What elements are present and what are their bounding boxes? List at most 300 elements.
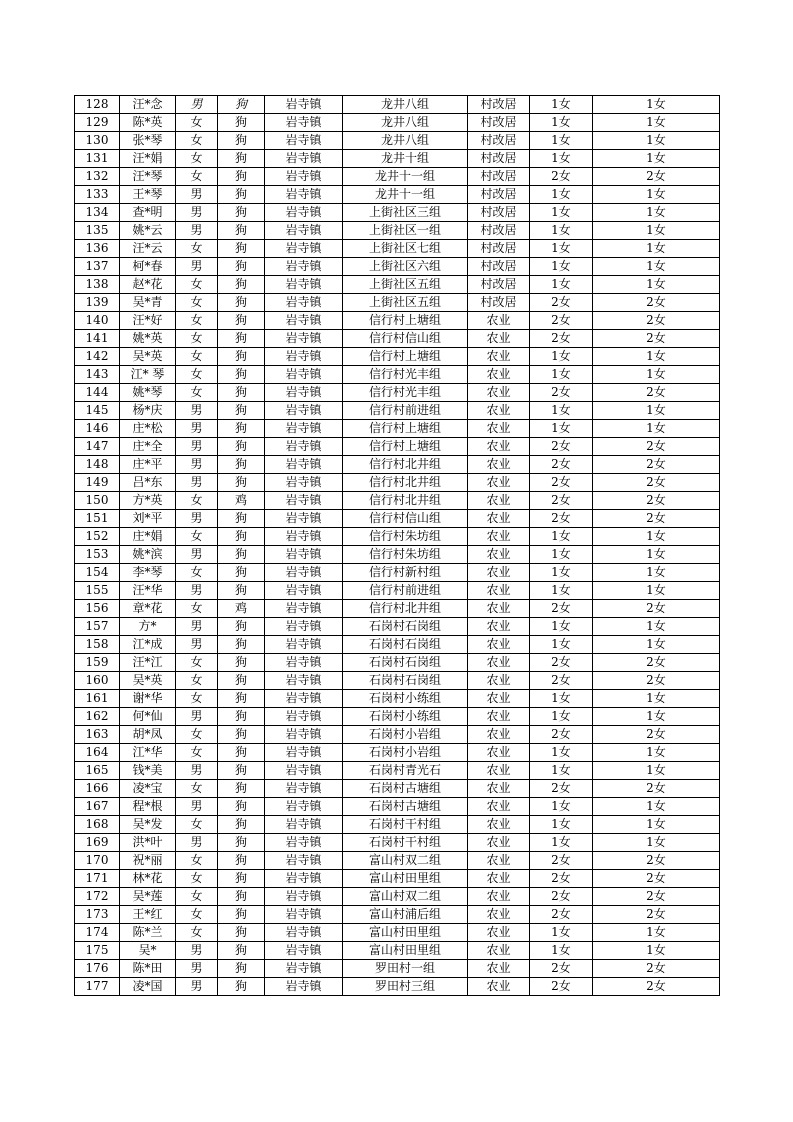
gender-cell: 女	[176, 852, 218, 870]
children-total-cell: 2女	[593, 906, 720, 924]
household-type-cell: 农业	[468, 852, 530, 870]
household-type-cell: 村改居	[468, 150, 530, 168]
table-row	[75, 150, 720, 168]
children-total-cell: 1女	[593, 222, 720, 240]
gender-cell: 女	[176, 780, 218, 798]
household-type-cell: 农业	[468, 348, 530, 366]
children-count-cell: 1女	[530, 636, 593, 654]
children-count-cell: 1女	[530, 222, 593, 240]
table-row	[75, 132, 720, 150]
zodiac-animal-cell: 狗	[218, 654, 265, 672]
zodiac-animal-cell: 狗	[218, 726, 265, 744]
children-total-cell: 1女	[593, 276, 720, 294]
gender-cell: 女	[176, 312, 218, 330]
children-count-cell: 2女	[530, 312, 593, 330]
row-number-cell: 145	[75, 402, 120, 420]
table-row	[75, 636, 720, 654]
table-row	[75, 348, 720, 366]
children-count-cell: 1女	[530, 762, 593, 780]
town-cell: 岩寺镇	[265, 456, 343, 474]
person-name-cell: 吴*英	[120, 672, 176, 690]
person-name-cell: 庄*娟	[120, 528, 176, 546]
village-group-cell: 信行村上塘组	[343, 438, 468, 456]
village-group-cell: 罗田村一组	[343, 960, 468, 978]
town-cell: 岩寺镇	[265, 942, 343, 960]
household-type-cell: 村改居	[468, 186, 530, 204]
household-type-cell: 村改居	[468, 132, 530, 150]
children-total-cell: 2女	[593, 870, 720, 888]
person-name-cell: 陈*兰	[120, 924, 176, 942]
gender-cell: 男	[176, 618, 218, 636]
household-type-cell: 农业	[468, 690, 530, 708]
zodiac-animal-cell: 狗	[218, 150, 265, 168]
row-number-cell: 152	[75, 528, 120, 546]
children-total-cell: 2女	[593, 384, 720, 402]
zodiac-animal-cell: 狗	[218, 762, 265, 780]
row-number-cell: 147	[75, 438, 120, 456]
zodiac-animal-cell: 狗	[218, 906, 265, 924]
children-count-cell: 2女	[530, 654, 593, 672]
table-row	[75, 978, 720, 996]
village-group-cell: 石岗村石岗组	[343, 636, 468, 654]
village-group-cell: 信行村信山组	[343, 510, 468, 528]
children-total-cell: 2女	[593, 510, 720, 528]
gender-cell: 女	[176, 384, 218, 402]
town-cell: 岩寺镇	[265, 438, 343, 456]
table-row	[75, 924, 720, 942]
children-total-cell: 2女	[593, 852, 720, 870]
town-cell: 岩寺镇	[265, 204, 343, 222]
household-type-cell: 农业	[468, 600, 530, 618]
table-row	[75, 744, 720, 762]
household-type-cell: 农业	[468, 474, 530, 492]
household-type-cell: 农业	[468, 834, 530, 852]
table-row	[75, 762, 720, 780]
town-cell: 岩寺镇	[265, 366, 343, 384]
zodiac-animal-cell: 狗	[218, 420, 265, 438]
row-number-cell: 138	[75, 276, 120, 294]
person-name-cell: 吴*青	[120, 294, 176, 312]
children-count-cell: 1女	[530, 402, 593, 420]
person-name-cell: 庄*松	[120, 420, 176, 438]
gender-cell: 女	[176, 150, 218, 168]
household-type-cell: 农业	[468, 312, 530, 330]
zodiac-animal-cell: 狗	[218, 402, 265, 420]
village-group-cell: 信行村北井组	[343, 474, 468, 492]
children-total-cell: 1女	[593, 348, 720, 366]
children-count-cell: 2女	[530, 294, 593, 312]
gender-cell: 男	[176, 258, 218, 276]
row-number-cell: 130	[75, 132, 120, 150]
town-cell: 岩寺镇	[265, 600, 343, 618]
town-cell: 岩寺镇	[265, 240, 343, 258]
village-group-cell: 石岗村石岗组	[343, 672, 468, 690]
village-group-cell: 石岗村古塘组	[343, 798, 468, 816]
row-number-cell: 148	[75, 456, 120, 474]
table-row	[75, 618, 720, 636]
children-total-cell: 1女	[593, 204, 720, 222]
village-group-cell: 信行村信山组	[343, 330, 468, 348]
gender-cell: 男	[176, 420, 218, 438]
children-count-cell: 1女	[530, 276, 593, 294]
zodiac-animal-cell: 狗	[218, 636, 265, 654]
children-total-cell: 2女	[593, 492, 720, 510]
town-cell: 岩寺镇	[265, 798, 343, 816]
household-type-cell: 农业	[468, 762, 530, 780]
gender-cell: 女	[176, 600, 218, 618]
town-cell: 岩寺镇	[265, 906, 343, 924]
town-cell: 岩寺镇	[265, 816, 343, 834]
person-name-cell: 李*琴	[120, 564, 176, 582]
zodiac-animal-cell: 狗	[218, 690, 265, 708]
town-cell: 岩寺镇	[265, 348, 343, 366]
children-count-cell: 1女	[530, 564, 593, 582]
person-name-cell: 查*明	[120, 204, 176, 222]
zodiac-animal-cell: 狗	[218, 618, 265, 636]
table-row	[75, 564, 720, 582]
person-name-cell: 姚*云	[120, 222, 176, 240]
children-count-cell: 1女	[530, 114, 593, 132]
children-count-cell: 1女	[530, 348, 593, 366]
children-count-cell: 2女	[530, 780, 593, 798]
town-cell: 岩寺镇	[265, 672, 343, 690]
row-number-cell: 174	[75, 924, 120, 942]
village-group-cell: 信行村上塘组	[343, 420, 468, 438]
person-name-cell: 张*琴	[120, 132, 176, 150]
person-name-cell: 洪*叶	[120, 834, 176, 852]
table-row	[75, 438, 720, 456]
household-type-cell: 农业	[468, 978, 530, 996]
household-type-cell: 农业	[468, 780, 530, 798]
row-number-cell: 142	[75, 348, 120, 366]
children-count-cell: 1女	[530, 366, 593, 384]
row-number-cell: 144	[75, 384, 120, 402]
person-name-cell: 赵*花	[120, 276, 176, 294]
zodiac-animal-cell: 狗	[218, 312, 265, 330]
children-count-cell: 2女	[530, 384, 593, 402]
gender-cell: 男	[176, 582, 218, 600]
row-number-cell: 128	[75, 96, 120, 114]
row-number-cell: 146	[75, 420, 120, 438]
person-name-cell: 汪*江	[120, 654, 176, 672]
row-number-cell: 153	[75, 546, 120, 564]
village-group-cell: 龙井十一组	[343, 186, 468, 204]
town-cell: 岩寺镇	[265, 276, 343, 294]
town-cell: 岩寺镇	[265, 852, 343, 870]
village-group-cell: 信行村朱坊组	[343, 528, 468, 546]
village-group-cell: 石岗村青光石	[343, 762, 468, 780]
town-cell: 岩寺镇	[265, 960, 343, 978]
children-total-cell: 1女	[593, 96, 720, 114]
row-number-cell: 173	[75, 906, 120, 924]
zodiac-animal-cell: 狗	[218, 528, 265, 546]
gender-cell: 男	[176, 708, 218, 726]
person-name-cell: 陈*英	[120, 114, 176, 132]
gender-cell: 女	[176, 294, 218, 312]
town-cell: 岩寺镇	[265, 546, 343, 564]
village-group-cell: 上街社区三组	[343, 204, 468, 222]
children-count-cell: 1女	[530, 744, 593, 762]
children-count-cell: 1女	[530, 258, 593, 276]
table-row	[75, 582, 720, 600]
row-number-cell: 132	[75, 168, 120, 186]
table-row	[75, 312, 720, 330]
person-name-cell: 汪*华	[120, 582, 176, 600]
gender-cell: 男	[176, 222, 218, 240]
table-row	[75, 690, 720, 708]
town-cell: 岩寺镇	[265, 168, 343, 186]
village-group-cell: 龙井十组	[343, 150, 468, 168]
zodiac-animal-cell: 狗	[218, 240, 265, 258]
table-row	[75, 888, 720, 906]
gender-cell: 女	[176, 330, 218, 348]
zodiac-animal-cell: 狗	[218, 168, 265, 186]
children-count-cell: 2女	[530, 726, 593, 744]
gender-cell: 男	[176, 942, 218, 960]
zodiac-animal-cell: 狗	[218, 546, 265, 564]
children-total-cell: 2女	[593, 978, 720, 996]
town-cell: 岩寺镇	[265, 150, 343, 168]
table-row	[75, 204, 720, 222]
household-type-cell: 村改居	[468, 294, 530, 312]
children-count-cell: 1女	[530, 546, 593, 564]
town-cell: 岩寺镇	[265, 564, 343, 582]
children-count-cell: 1女	[530, 816, 593, 834]
household-type-cell: 农业	[468, 330, 530, 348]
table-row	[75, 960, 720, 978]
children-count-cell: 1女	[530, 924, 593, 942]
village-group-cell: 上街社区六组	[343, 258, 468, 276]
town-cell: 岩寺镇	[265, 258, 343, 276]
person-name-cell: 柯*春	[120, 258, 176, 276]
children-count-cell: 2女	[530, 888, 593, 906]
person-name-cell: 姚*滨	[120, 546, 176, 564]
household-type-cell: 农业	[468, 564, 530, 582]
household-type-cell: 农业	[468, 798, 530, 816]
town-cell: 岩寺镇	[265, 618, 343, 636]
children-count-cell: 1女	[530, 708, 593, 726]
table-row	[75, 654, 720, 672]
household-type-cell: 农业	[468, 654, 530, 672]
zodiac-animal-cell: 狗	[218, 852, 265, 870]
gender-cell: 男	[176, 96, 218, 114]
village-group-cell: 上街社区七组	[343, 240, 468, 258]
town-cell: 岩寺镇	[265, 474, 343, 492]
person-name-cell: 章*花	[120, 600, 176, 618]
town-cell: 岩寺镇	[265, 582, 343, 600]
village-group-cell: 罗田村三组	[343, 978, 468, 996]
town-cell: 岩寺镇	[265, 312, 343, 330]
town-cell: 岩寺镇	[265, 726, 343, 744]
village-group-cell: 石岗村石岗组	[343, 618, 468, 636]
row-number-cell: 156	[75, 600, 120, 618]
town-cell: 岩寺镇	[265, 384, 343, 402]
person-name-cell: 谢*华	[120, 690, 176, 708]
person-name-cell: 王*红	[120, 906, 176, 924]
children-total-cell: 1女	[593, 816, 720, 834]
children-total-cell: 1女	[593, 582, 720, 600]
row-number-cell: 167	[75, 798, 120, 816]
person-name-cell: 祝*丽	[120, 852, 176, 870]
children-total-cell: 1女	[593, 402, 720, 420]
zodiac-animal-cell: 狗	[218, 816, 265, 834]
children-total-cell: 2女	[593, 330, 720, 348]
person-name-cell: 汪*琴	[120, 168, 176, 186]
village-group-cell: 富山村田里组	[343, 924, 468, 942]
roster-table	[74, 95, 720, 996]
row-number-cell: 169	[75, 834, 120, 852]
zodiac-animal-cell: 狗	[218, 870, 265, 888]
person-name-cell: 吴*英	[120, 348, 176, 366]
table-row	[75, 384, 720, 402]
children-count-cell: 2女	[530, 600, 593, 618]
children-count-cell: 2女	[530, 510, 593, 528]
row-number-cell: 166	[75, 780, 120, 798]
zodiac-animal-cell: 狗	[218, 132, 265, 150]
children-total-cell: 1女	[593, 744, 720, 762]
children-total-cell: 1女	[593, 240, 720, 258]
row-number-cell: 163	[75, 726, 120, 744]
gender-cell: 女	[176, 888, 218, 906]
gender-cell: 女	[176, 564, 218, 582]
children-total-cell: 2女	[593, 888, 720, 906]
zodiac-animal-cell: 狗	[218, 780, 265, 798]
person-name-cell: 方*	[120, 618, 176, 636]
person-name-cell: 吕*东	[120, 474, 176, 492]
zodiac-animal-cell: 狗	[218, 978, 265, 996]
town-cell: 岩寺镇	[265, 888, 343, 906]
gender-cell: 男	[176, 204, 218, 222]
person-name-cell: 庄*平	[120, 456, 176, 474]
town-cell: 岩寺镇	[265, 510, 343, 528]
zodiac-animal-cell: 狗	[218, 960, 265, 978]
row-number-cell: 160	[75, 672, 120, 690]
gender-cell: 男	[176, 186, 218, 204]
household-type-cell: 农业	[468, 438, 530, 456]
children-count-cell: 2女	[530, 906, 593, 924]
town-cell: 岩寺镇	[265, 690, 343, 708]
table-row	[75, 672, 720, 690]
zodiac-animal-cell: 狗	[218, 222, 265, 240]
children-total-cell: 2女	[593, 654, 720, 672]
children-total-cell: 1女	[593, 798, 720, 816]
village-group-cell: 上街社区五组	[343, 276, 468, 294]
town-cell: 岩寺镇	[265, 294, 343, 312]
table-row	[75, 942, 720, 960]
village-group-cell: 龙井十一组	[343, 168, 468, 186]
row-number-cell: 136	[75, 240, 120, 258]
children-count-cell: 2女	[530, 330, 593, 348]
town-cell: 岩寺镇	[265, 330, 343, 348]
children-total-cell: 1女	[593, 132, 720, 150]
village-group-cell: 信行村朱坊组	[343, 546, 468, 564]
children-count-cell: 1女	[530, 942, 593, 960]
children-total-cell: 1女	[593, 690, 720, 708]
person-name-cell: 方*英	[120, 492, 176, 510]
zodiac-animal-cell: 狗	[218, 744, 265, 762]
person-name-cell: 吴*莲	[120, 888, 176, 906]
gender-cell: 男	[176, 960, 218, 978]
children-total-cell: 2女	[593, 726, 720, 744]
town-cell: 岩寺镇	[265, 186, 343, 204]
children-total-cell: 1女	[593, 708, 720, 726]
children-count-cell: 1女	[530, 204, 593, 222]
children-count-cell: 1女	[530, 834, 593, 852]
zodiac-animal-cell: 狗	[218, 942, 265, 960]
household-type-cell: 村改居	[468, 276, 530, 294]
zodiac-animal-cell: 狗	[218, 438, 265, 456]
person-name-cell: 陈*田	[120, 960, 176, 978]
town-cell: 岩寺镇	[265, 222, 343, 240]
row-number-cell: 135	[75, 222, 120, 240]
children-total-cell: 1女	[593, 114, 720, 132]
row-number-cell: 141	[75, 330, 120, 348]
children-count-cell: 1女	[530, 690, 593, 708]
row-number-cell: 175	[75, 942, 120, 960]
gender-cell: 女	[176, 276, 218, 294]
children-count-cell: 2女	[530, 870, 593, 888]
gender-cell: 女	[176, 690, 218, 708]
row-number-cell: 131	[75, 150, 120, 168]
household-type-cell: 农业	[468, 492, 530, 510]
table-row	[75, 546, 720, 564]
children-count-cell: 1女	[530, 96, 593, 114]
household-type-cell: 农业	[468, 582, 530, 600]
village-group-cell: 信行村前进组	[343, 402, 468, 420]
town-cell: 岩寺镇	[265, 780, 343, 798]
household-type-cell: 农业	[468, 942, 530, 960]
town-cell: 岩寺镇	[265, 402, 343, 420]
children-total-cell: 1女	[593, 528, 720, 546]
person-name-cell: 庄*全	[120, 438, 176, 456]
person-name-cell: 汪*娟	[120, 150, 176, 168]
zodiac-animal-cell: 狗	[218, 330, 265, 348]
village-group-cell: 信行村前进组	[343, 582, 468, 600]
row-number-cell: 168	[75, 816, 120, 834]
zodiac-animal-cell: 狗	[218, 96, 265, 114]
gender-cell: 男	[176, 978, 218, 996]
gender-cell: 男	[176, 798, 218, 816]
town-cell: 岩寺镇	[265, 924, 343, 942]
person-name-cell: 吴*发	[120, 816, 176, 834]
gender-cell: 男	[176, 438, 218, 456]
row-number-cell: 134	[75, 204, 120, 222]
children-total-cell: 2女	[593, 438, 720, 456]
zodiac-animal-cell: 狗	[218, 204, 265, 222]
row-number-cell: 139	[75, 294, 120, 312]
children-total-cell: 1女	[593, 942, 720, 960]
children-count-cell: 2女	[530, 474, 593, 492]
table-row	[75, 114, 720, 132]
gender-cell: 女	[176, 726, 218, 744]
village-group-cell: 信行村北井组	[343, 600, 468, 618]
gender-cell: 女	[176, 672, 218, 690]
person-name-cell: 姚*英	[120, 330, 176, 348]
household-type-cell: 农业	[468, 708, 530, 726]
village-group-cell: 石岗村古塘组	[343, 780, 468, 798]
zodiac-animal-cell: 狗	[218, 348, 265, 366]
town-cell: 岩寺镇	[265, 834, 343, 852]
table-row	[75, 240, 720, 258]
village-group-cell: 上街社区五组	[343, 294, 468, 312]
household-type-cell: 村改居	[468, 114, 530, 132]
gender-cell: 女	[176, 366, 218, 384]
household-type-cell: 农业	[468, 726, 530, 744]
children-total-cell: 1女	[593, 420, 720, 438]
person-name-cell: 江*华	[120, 744, 176, 762]
village-group-cell: 石岗村小练组	[343, 708, 468, 726]
gender-cell: 女	[176, 114, 218, 132]
